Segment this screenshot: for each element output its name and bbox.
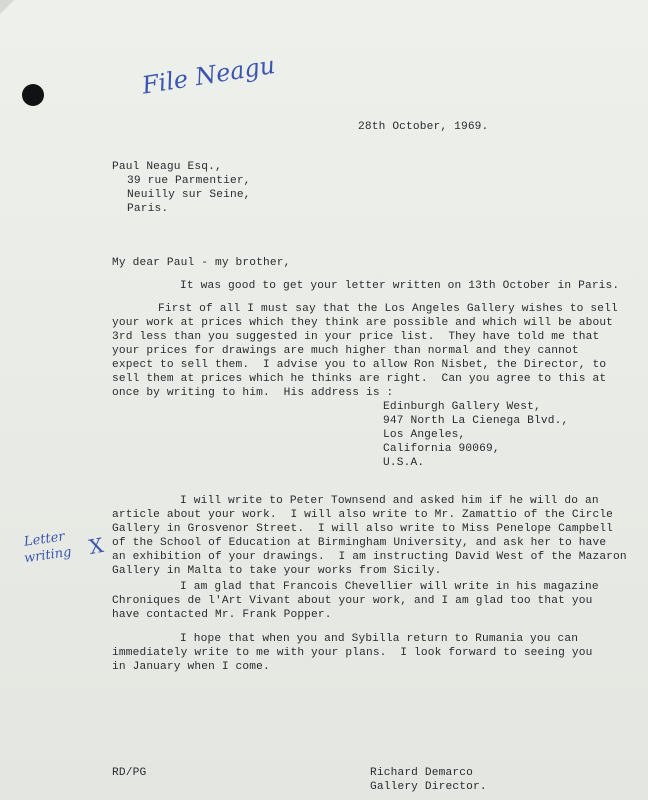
margin-note: Letter: [23, 529, 66, 550]
paragraph-line: immediately write to me with your plans. I look forward to seeing you: [112, 647, 593, 659]
paragraph-line: once by writing to him. His address is :: [112, 387, 394, 399]
paragraph-line: have contacted Mr. Frank Popper.: [112, 609, 332, 621]
paragraph-line: sell them at prices which he thinks are right. Can you agree to this at: [112, 373, 607, 385]
paragraph-line: an exhibition of your drawings. I am instructing David West of the Mazaron: [112, 551, 627, 563]
recipient-line: Paul Neagu Esq.,: [112, 161, 222, 173]
paragraph-line: Gallery in Malta to take your works from Sicily.: [112, 565, 442, 577]
address-line: 947 North La Cienega Blvd.,: [383, 415, 569, 427]
paragraph-line: 3rd less than you suggested in your price list. They have told me that: [112, 331, 600, 343]
letter-date: 28th October, 1969.: [358, 121, 489, 133]
margin-note: writing: [23, 544, 73, 567]
address-line: Los Angeles,: [383, 429, 466, 441]
paragraph-line: I hope that when you and Sybilla return to Rumania you can: [180, 633, 579, 645]
paragraph-line: article about your work. I will also write to Mr. Zamattio of the Circle: [112, 509, 614, 521]
handwritten-file-note: File Neagu: [140, 51, 277, 100]
paragraph-line: I am glad that Francois Chevellier will write in his magazine: [180, 581, 599, 593]
paragraph-line: your prices for drawings are much higher than normal and they cannot: [112, 345, 579, 357]
recipient-line: 39 rue Parmentier,: [127, 175, 251, 187]
paragraph-line: of the School of Education at Birmingham University, and ask her to have: [112, 537, 607, 549]
paragraph-line: your work at prices which they think are possible and which will be about: [112, 317, 614, 329]
paragraph-line: First of all I must say that the Los Angeles Gallery wishes to sell: [158, 303, 618, 315]
address-line: Edinburgh Gallery West,: [383, 401, 541, 413]
address-line: California 90069,: [383, 443, 500, 455]
address-line: U.S.A.: [383, 457, 425, 469]
paragraph-line: Chroniques de l'Art Vivant about your work, and I am glad too that you: [112, 595, 593, 607]
recipient-line: Paris.: [127, 203, 169, 215]
signature-title: Gallery Director.: [370, 781, 487, 793]
salutation: My dear Paul - my brother,: [112, 257, 291, 269]
signature-name: Richard Demarco: [370, 767, 473, 779]
reference-initials: RD/PG: [112, 767, 147, 779]
paragraph-line: Gallery in Grosvenor Street. I will also write to Miss Penelope Campbell: [112, 523, 614, 535]
paragraph-line: I will write to Peter Townsend and asked him if he will do an: [180, 495, 599, 507]
folded-corner: [0, 0, 14, 14]
margin-cross-mark: X: [87, 532, 106, 560]
punch-hole: [22, 84, 44, 106]
paragraph-line: in January when I come.: [112, 661, 270, 673]
recipient-line: Neuilly sur Seine,: [127, 189, 251, 201]
paragraph-1: It was good to get your letter written on 13th October in Paris.: [180, 280, 620, 292]
paragraph-line: expect to sell them. I advise you to allow Ron Nisbet, the Director, to: [112, 359, 607, 371]
